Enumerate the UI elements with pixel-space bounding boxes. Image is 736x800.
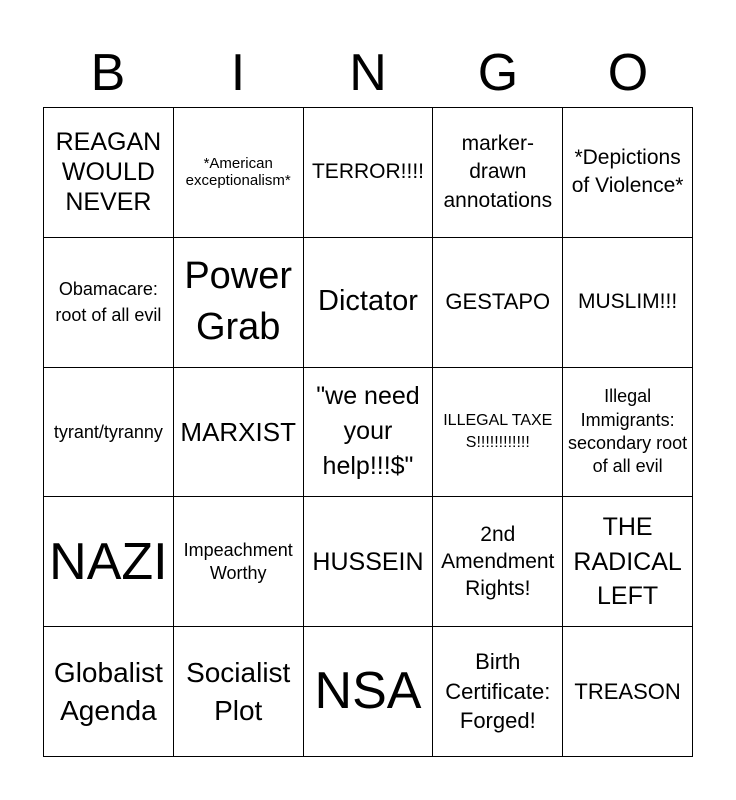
cell-text: Illegal Immigrants: secondary root of all evil [568, 386, 688, 477]
cell-text: REAGAN WOULD NEVER [55, 128, 162, 217]
bingo-cell[interactable] [433, 108, 563, 238]
bingo-card-grid [43, 107, 693, 757]
bingo-cell[interactable] [44, 108, 174, 238]
header-letter-i: I [230, 44, 246, 102]
bingo-cell[interactable] [304, 368, 434, 498]
cell-text: 2nd Amendment Rights! [441, 522, 555, 601]
cell-text: Dictator [318, 285, 418, 318]
cell-text: tyrant/tyranny [53, 421, 163, 442]
bingo-cell[interactable] [563, 497, 693, 627]
cell-text: THE RADICAL LEFT [573, 513, 682, 611]
cell-text: GESTAPO [445, 289, 551, 315]
bingo-cell[interactable] [563, 627, 693, 757]
bingo-cell[interactable] [563, 108, 693, 238]
bingo-cell[interactable] [174, 627, 304, 757]
cell-text: Globalist Agenda [53, 656, 163, 726]
bingo-header [43, 40, 693, 106]
bingo-cell[interactable] [44, 627, 174, 757]
cell-text: marker-drawn annotations [443, 131, 553, 212]
bingo-cell[interactable] [433, 238, 563, 368]
cell-text: Power Grab [184, 254, 293, 349]
header-letter-b: B [90, 44, 126, 102]
bingo-cell[interactable] [44, 368, 174, 498]
bingo-cell[interactable] [304, 627, 434, 757]
bingo-cell[interactable] [433, 627, 563, 757]
bingo-cell[interactable] [174, 497, 304, 627]
bingo-cell[interactable] [563, 368, 693, 498]
cell-text: HUSSEIN [312, 547, 424, 576]
bingo-cell[interactable] [174, 108, 304, 238]
cell-text: Birth Certificate: Forged! [445, 649, 551, 734]
cell-text: *Depictions of Violence* [571, 145, 684, 198]
cell-text: ILLEGAL TAXES!!!!!!!!!!!! [443, 411, 553, 451]
bingo-cell[interactable] [44, 497, 174, 627]
cell-text: *American exceptionalism* [185, 155, 291, 190]
cell-text: TREASON [574, 678, 681, 704]
bingo-cell[interactable] [304, 108, 434, 238]
cell-text: Impeachment Worthy [183, 540, 293, 583]
bingo-cell[interactable] [174, 238, 304, 368]
cell-text: NSA [314, 662, 422, 721]
cell-text: MUSLIM!!! [578, 290, 678, 314]
bingo-cell[interactable] [563, 238, 693, 368]
cell-text: MARXIST [180, 416, 296, 447]
cell-text: "we need your help!!!$" [316, 382, 420, 481]
cell-text: NAZI [49, 532, 168, 591]
header-letter-n: N [349, 44, 387, 102]
header-letter-o: O [607, 44, 649, 102]
bingo-cell[interactable] [304, 238, 434, 368]
bingo-cell[interactable] [174, 368, 304, 498]
header-letter-g: G [477, 44, 519, 102]
bingo-cell[interactable] [44, 238, 174, 368]
cell-text: Obamacare: root of all evil [55, 279, 162, 326]
bingo-cell[interactable] [433, 368, 563, 498]
cell-text: Socialist Plot [186, 656, 291, 726]
bingo-cell[interactable] [304, 497, 434, 627]
bingo-cell[interactable] [433, 497, 563, 627]
cell-text: TERROR!!!! [311, 160, 424, 184]
